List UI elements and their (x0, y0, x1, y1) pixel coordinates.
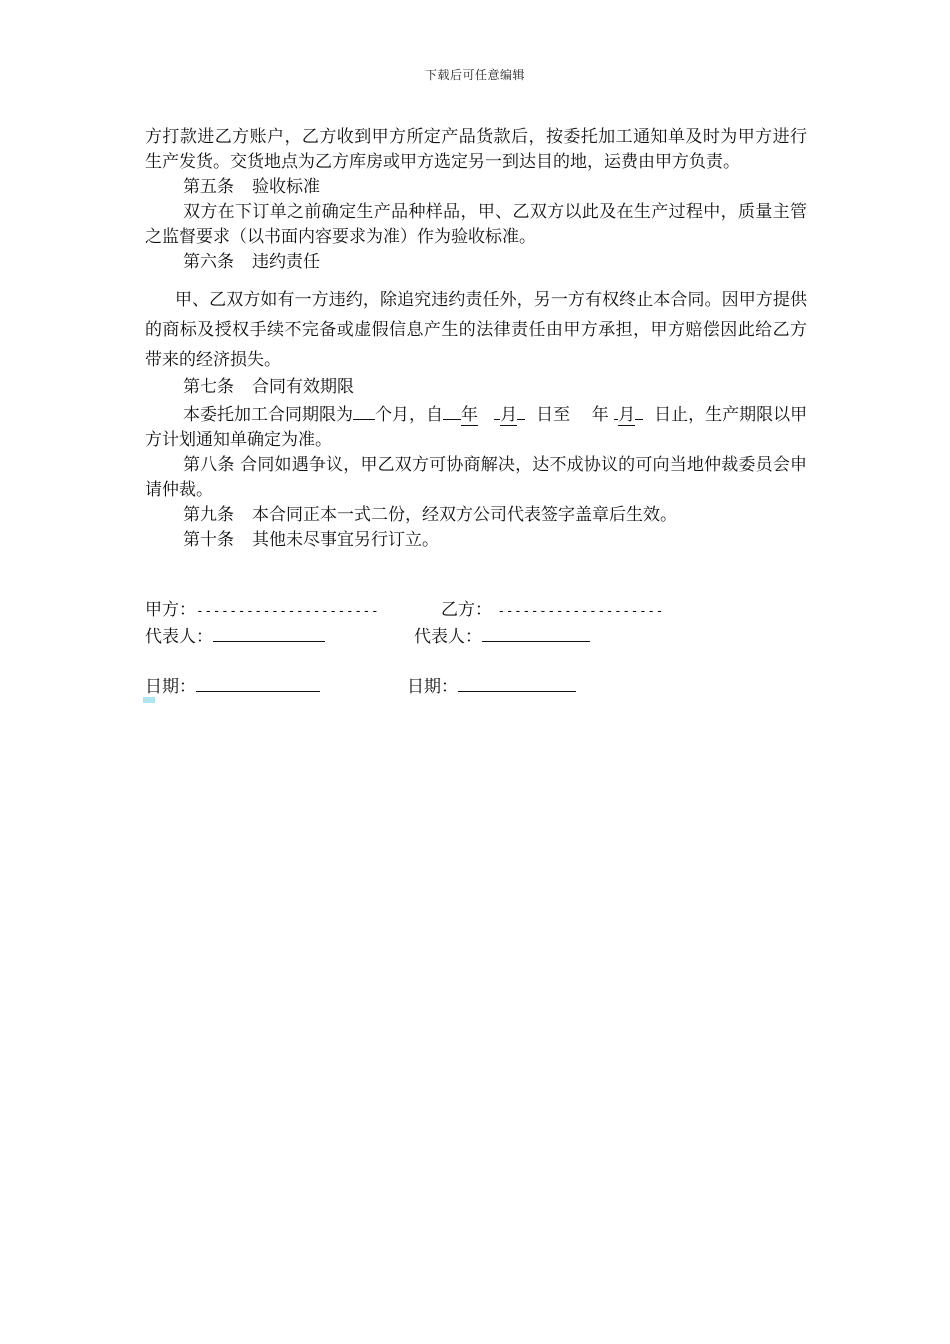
party-b-row (441, 598, 664, 624)
acceptance-paragraph: 双方在下订单之前确定生产品种样品，甲、乙双方以此及在生产过程中，质量主管之监督要求（以书面内容要求为准）作为验收标准。 (145, 202, 807, 247)
rep-b-row (414, 623, 590, 649)
article-title: 合同有效期限 (252, 377, 354, 397)
start-day-label: 日至 (536, 405, 571, 425)
date-b-row (407, 673, 576, 699)
party-a-row (145, 598, 379, 624)
party-a-label: 甲方： (145, 600, 196, 620)
start-month-label: 月 (500, 405, 518, 425)
party-b-line[interactable]: -------------------- (497, 604, 664, 619)
article-text: 合同如遇争议，甲乙双方可协商解决，达不成协议的可向当地仲裁委员会申请仲裁。 (145, 455, 808, 500)
article-8 (145, 453, 807, 503)
date-a-row (145, 673, 320, 699)
cursor-marker (143, 697, 155, 703)
article-number: 第九条 (183, 505, 234, 525)
article-number: 第七条 (183, 377, 234, 397)
start-day-blank[interactable] (517, 400, 525, 420)
term-paragraph (145, 400, 807, 453)
term-text: 本委托加工合同期限为 (183, 405, 354, 425)
end-year-label: 年 (591, 405, 609, 425)
article-title: 验收标准 (252, 177, 320, 197)
date-b-line[interactable] (458, 673, 576, 692)
date-b-label: 日期： (407, 677, 458, 697)
article-10 (145, 528, 807, 553)
end-day-label: 日止， (654, 405, 706, 425)
rep-b-label: 代表人： (414, 627, 482, 647)
article-6-heading (145, 250, 807, 275)
term-text: 生产期限以甲方计划通知单确定为准。 (145, 405, 808, 450)
breach-paragraph: 甲、乙双方如有一方违约，除追究违约责任外，另一方有权终止本合同。因甲方提供的商标及授权手续不完备或虚假信息产生的法律责任由甲方承担，甲方赔偿因此给乙方带来的经济损失。 (145, 290, 807, 370)
rep-a-signature-line[interactable] (213, 623, 325, 642)
article-title: 违约责任 (252, 252, 320, 272)
page-header: 下载后可任意编辑 (424, 68, 525, 82)
start-year-blank[interactable] (443, 400, 461, 420)
delivery-paragraph: 方打款进乙方账户，乙方收到甲方所定产品货款后，按委托加工通知单及时为甲方进行生产发货。交货地点为乙方库房或甲方选定另一到达目的地，运费由甲方负责。 (145, 127, 807, 172)
date-a-label: 日期： (145, 677, 196, 697)
article-number: 第八条 (183, 455, 235, 475)
rep-a-label: 代表人： (145, 627, 213, 647)
article-7-heading (145, 375, 807, 400)
rep-b-signature-line[interactable] (482, 623, 590, 642)
start-year-label: 年 (461, 405, 479, 425)
months-blank[interactable] (353, 400, 375, 420)
article-9 (145, 503, 807, 528)
article-number: 第五条 (183, 177, 234, 197)
contract-body (145, 125, 807, 553)
party-a-line[interactable]: ---------------------- (196, 604, 380, 619)
article-text: 本合同正本一式二份，经双方公司代表签字盖章后生效。 (252, 505, 677, 525)
article-number: 第六条 (183, 252, 234, 272)
end-day-blank[interactable] (635, 400, 643, 420)
article-5-heading (145, 175, 807, 200)
article-number: 第十条 (183, 530, 234, 550)
date-a-line[interactable] (196, 673, 320, 692)
rep-a-row (145, 623, 325, 649)
end-month-label: 月 (618, 405, 636, 425)
party-b-label: 乙方： (441, 600, 492, 620)
term-text: 个月，自 (375, 405, 444, 425)
article-text: 其他未尽事宜另行订立。 (252, 530, 439, 550)
